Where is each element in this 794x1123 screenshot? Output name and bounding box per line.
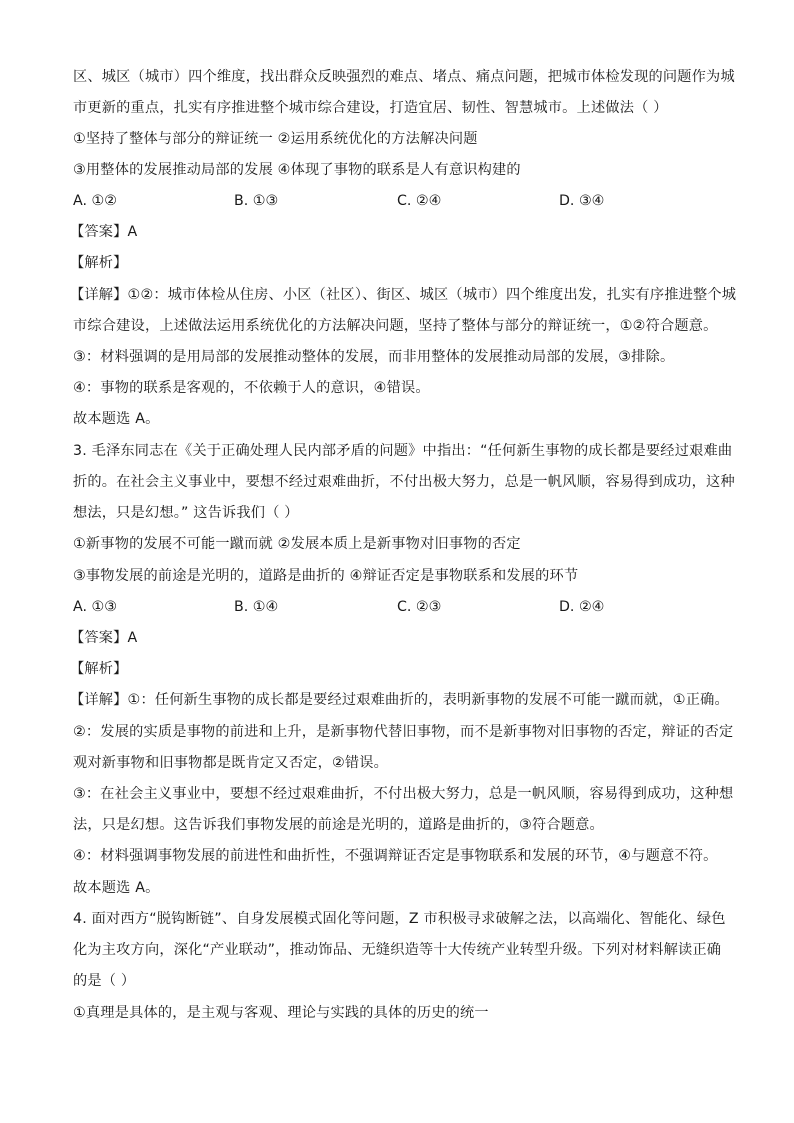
q3-conclusion: 故本题选 A。 xyxy=(73,880,160,896)
q2-statements-line-1: ①坚持了整体与部分的辩证统一 ②运用系统优化的方法解决问题 xyxy=(73,131,478,147)
q2-analysis-heading: 【解析】 xyxy=(70,255,128,271)
q3-detail-line-5: 法，只是幻想。这告诉我们事物发展的前途是光明的，道路是曲折的，③符合题意。 xyxy=(73,817,604,833)
q3-statements-line-2: ③事物发展的前途是光明的，道路是曲折的 ④辩证否定是事物联系和发展的环节 xyxy=(73,568,579,584)
q4-stem-line-3: 的是（ ） xyxy=(73,973,136,989)
q3-detail-line-2: ②：发展的实质是事物的前进和上升，是新事物代替旧事物，而不是新事物对旧事物的否定，辩证的否定 xyxy=(73,724,734,740)
q2-detail-line-3: ③：材料强调的是用局部的发展推动整体的发展，而非用整体的发展推动局部的发展，③排除。 xyxy=(73,349,675,365)
q3-stem-line-2: 折的。在社会主义事业中，要想不经过艰难曲折，不付出极大努力，总是一帆风顺，容易得到成功，这种 xyxy=(73,474,735,490)
q3-detail-line-4: ③：在社会主义事业中，要想不经过艰难曲折，不付出极大努力，总是一帆风顺，容易得到成功，这种想 xyxy=(73,786,734,802)
q2-answer: 【答案】A xyxy=(70,224,138,240)
q2-option-b: B. ①③ xyxy=(234,193,279,209)
q2-option-c: C. ②④ xyxy=(397,193,442,209)
q3-option-b: B. ①④ xyxy=(234,599,279,615)
q3-statements-line-1: ①新事物的发展不可能一蹴而就 ②发展本质上是新事物对旧事物的否定 xyxy=(73,536,521,552)
q2-stem-line-2: 市更新的重点，扎实有序推进整个城市综合建设，打造宜居、韧性、智慧城市。上述做法（ ） xyxy=(73,100,668,116)
q3-option-d: D. ②④ xyxy=(559,599,605,615)
q3-answer: 【答案】A xyxy=(70,630,138,646)
q3-option-a: A. ①③ xyxy=(73,599,117,615)
q4-stem-line-2: 化为主攻方向，深化“产业联动”，推动饰品、无缝织造等十大传统产业转型升级。下列对材料解读正确 xyxy=(73,942,722,958)
q2-detail-line-4: ④：事物的联系是客观的，不依赖于人的意识，④错误。 xyxy=(73,380,430,396)
q2-statements-line-2: ③用整体的发展推动局部的发展 ④体现了事物的联系是人有意识构建的 xyxy=(73,162,521,178)
q3-detail-line-6: ④：材料强调事物发展的前进性和曲折性，不强调辩证否定是事物联系和发展的环节，④与题意不符。 xyxy=(73,848,718,864)
q3-detail-line-3: 观对新事物和旧事物都是既肯定又否定，②错误。 xyxy=(73,755,389,771)
q4-stem-line-1: 4. 面对西方“脱钩断链”、自身发展模式固化等问题，Z 市积极寻求破解之法，以高端化、智能化、绿色 xyxy=(73,911,726,927)
q2-option-a: A. ①② xyxy=(73,193,117,209)
q4-statements-line-1: ①真理是具体的，是主观与客观、理论与实践的具体的历史的统一 xyxy=(73,1005,489,1021)
q3-detail-line-1: 【详解】①：任何新生事物的成长都是要经过艰难曲折的，表明新事物的发展不可能一蹴而就，①正确。 xyxy=(70,692,729,708)
q3-stem-line-3: 想法，只是幻想。” 这告诉我们（ ） xyxy=(73,505,299,521)
q2-option-d: D. ③④ xyxy=(559,193,605,209)
q2-stem-line-1: 区、城区（城市）四个维度，找出群众反映强烈的难点、堵点、痛点问题，把城市体检发现的问题作为城 xyxy=(73,69,735,85)
q3-option-c: C. ②③ xyxy=(397,599,442,615)
q2-detail-line-1: 【详解】①②：城市体检从住房、小区（社区）、街区、城区（城市）四个维度出发，扎实有序推进整个城 xyxy=(70,287,737,303)
q3-stem-line-1: 3. 毛泽东同志在《关于正确处理人民内部矛盾的问题》中指出：“任何新生事物的成长都是要经过艰难曲 xyxy=(73,443,733,459)
q2-conclusion: 故本题选 A。 xyxy=(73,411,160,427)
q3-analysis-heading: 【解析】 xyxy=(70,661,128,677)
q2-detail-line-2: 市综合建设，上述做法运用系统优化的方法解决问题，坚持了整体与部分的辩证统一，①②符合题意。 xyxy=(73,318,718,334)
